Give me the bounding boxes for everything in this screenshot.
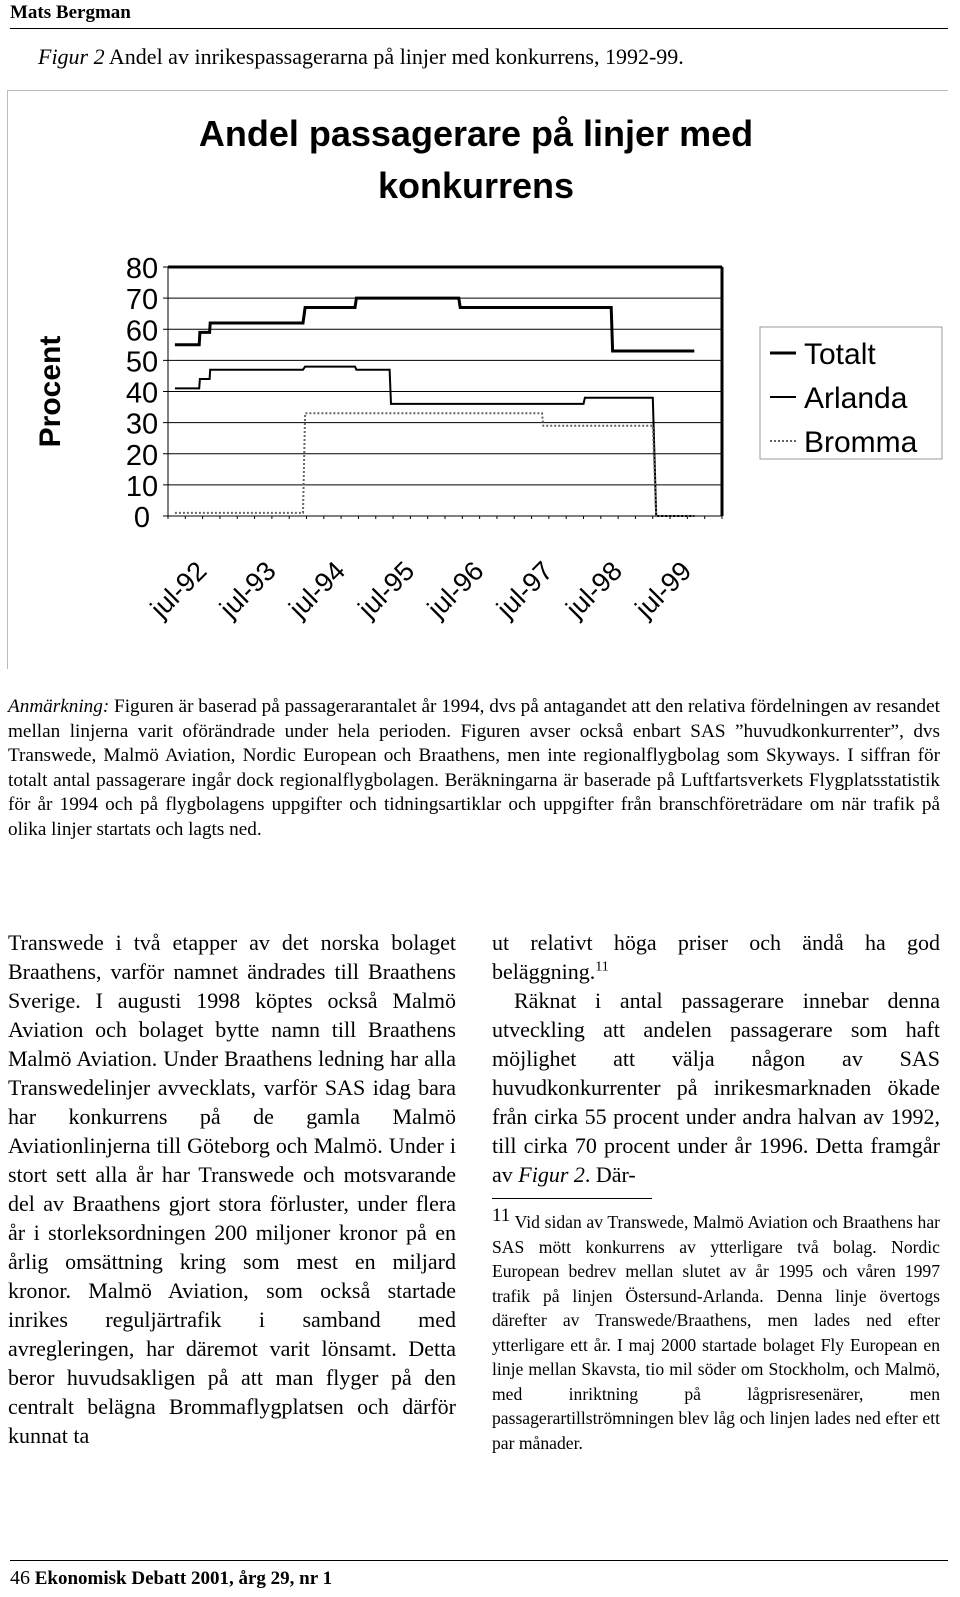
figure-caption-label: Figur 2 [38, 44, 105, 69]
y-tick-label: 80 [125, 253, 159, 285]
right-paragraph-2 [492, 986, 940, 1189]
footnote-number: 11 [492, 1205, 511, 1227]
y-tick-label: 10 [125, 470, 159, 503]
legend-label: Arlanda [804, 382, 908, 415]
x-tick-label: jul-93 [213, 555, 282, 624]
body-column-right [492, 928, 940, 1189]
y-tick-label: 70 [125, 284, 159, 317]
body-column-left [8, 928, 456, 1450]
chart [8, 91, 948, 669]
chart-title-line: Andel passagerare på linjer med [198, 113, 754, 154]
y-tick-label: 20 [125, 439, 159, 472]
note-label: Anmärkning: [8, 696, 110, 717]
legend-label: Totalt [804, 338, 876, 371]
figure-caption-text: Andel av inrikespassagerarna på linjer med konkurrens, 1992-99. [108, 44, 684, 69]
footnote-ref: 11 [595, 959, 609, 975]
figure-frame [7, 90, 948, 669]
y-tick-label: 60 [125, 315, 159, 348]
y-axis-label: Procent [34, 335, 67, 448]
footer-rule [10, 1560, 948, 1561]
series-line-arlanda [175, 367, 694, 516]
x-tick-label: jul-92 [144, 555, 213, 624]
footnote-rule [492, 1198, 652, 1199]
figure-reference: Figur 2 [518, 1162, 585, 1187]
footnote [492, 1205, 940, 1455]
x-tick-label: jul-94 [283, 555, 352, 624]
x-tick-label: jul-96 [421, 555, 490, 624]
note-text: Figuren är baserad på passagerarantalet år 1994, dvs på antagandet att den relativa fördelningen av resandet mellan linjerna varit oförändrade under hela perioden. Figuren avser också enbart SAS ”huvudkonkurrenter”, dvs Transwede, Malmö Aviation, Nordic European och Braathens, men inte regionalflygbolag som Skyways. I siffran för totalt antal passagerare ingår dock regionalflygbolagen. Beräkningarna är baserade på Luftfartsverkets Flygplatsstatistik för år 1994 och på flygbolagens uppgifter och tidningsartiklar och uppgifter från branschföreträdare om när trafik på olika linjer startats och lagts ned. [8, 696, 940, 840]
right-paragraph-2-text-b: . Där- [584, 1162, 636, 1187]
legend-label: Bromma [804, 426, 918, 459]
x-tick-label: jul-98 [560, 555, 629, 624]
footer [10, 1567, 332, 1590]
right-paragraph-2-text-a: Räknat i antal passagerare innebar denna utveckling att andelen passagerare som haft möjlighet att välja någon av SAS huvudkonkurrenter på inrikesmarknaden ökade från cirka 55 procent under andra halvan av 1992, till cirka 70 procent under år 1996. Detta framgår av [492, 988, 940, 1187]
figure-caption [38, 44, 684, 70]
running-header-author: Mats Bergman [10, 2, 131, 23]
series-line-bromma [175, 413, 694, 516]
chart-title-line: konkurrens [377, 165, 575, 206]
header-rule [10, 28, 948, 29]
x-tick-label: jul-97 [490, 555, 559, 624]
y-tick-label: 50 [125, 346, 159, 379]
series-line-totalt [175, 298, 694, 351]
y-tick-label: 30 [125, 408, 159, 441]
y-tick-label: 0 [133, 502, 151, 534]
x-tick-label: jul-95 [352, 555, 421, 624]
left-column-text: Transwede i två etapper av det norska bolaget Braathens, varför namnet ändrades till Braathens Sverige. I augusti 1998 köptes också Malmö Aviation och bolaget bytte namn till Braathens Malmö Aviation. Under Braathens ledning har alla Transwedelinjer avvecklats, varför SAS idag bara har konkurrens på de gamla Malmö Aviationlinjerna till Göteborg och Malmö. Under i stort sett alla år har Transwede och motsvarande del av Braathens gjort stora förluster, under flera år i storleksordningen 200 miljoner kronor på en årlig omsättning kring som mest en miljard kronor. Malmö Aviation, som också startade inrikes reguljärtrafik i samband med avregleringen, har däremot varit lönsamt. Detta beror huvudsakligen på att man flyger på den centralt belägna Brommaflygplatsen och därför kunnat ta [8, 930, 456, 1448]
y-tick-label: 40 [125, 377, 159, 410]
journal-citation: Ekonomisk Debatt 2001, årg 29, nr 1 [34, 1568, 333, 1589]
right-paragraph-1 [492, 928, 940, 986]
x-tick-label: jul-99 [629, 555, 698, 624]
figure-note [8, 695, 940, 842]
footnote-text: Vid sidan av Transwede, Malmö Aviation och Braathens har SAS mött konkurrens av ytterligare två bolag. Nordic European bedrev mellan slutet av år 1995 och våren 1997 trafik på linjen Östersund-Arlanda. Denna linje övertogs därefter av Transwede/Braathens, men lades ned efter ytterligare ett år. I maj 2000 startade bolaget Fly European en linje mellan Skavsta, tio mil söder om Stockholm, och Malmö, med inriktning på lågprisresenärer, men passagerartillströmningen blev låg och linjen lades ned efter ett par månader. [492, 1212, 940, 1453]
page-number: 46 [10, 1567, 30, 1589]
right-paragraph-1-text: ut relativt höga priser och ändå ha god beläggning. [492, 930, 940, 984]
